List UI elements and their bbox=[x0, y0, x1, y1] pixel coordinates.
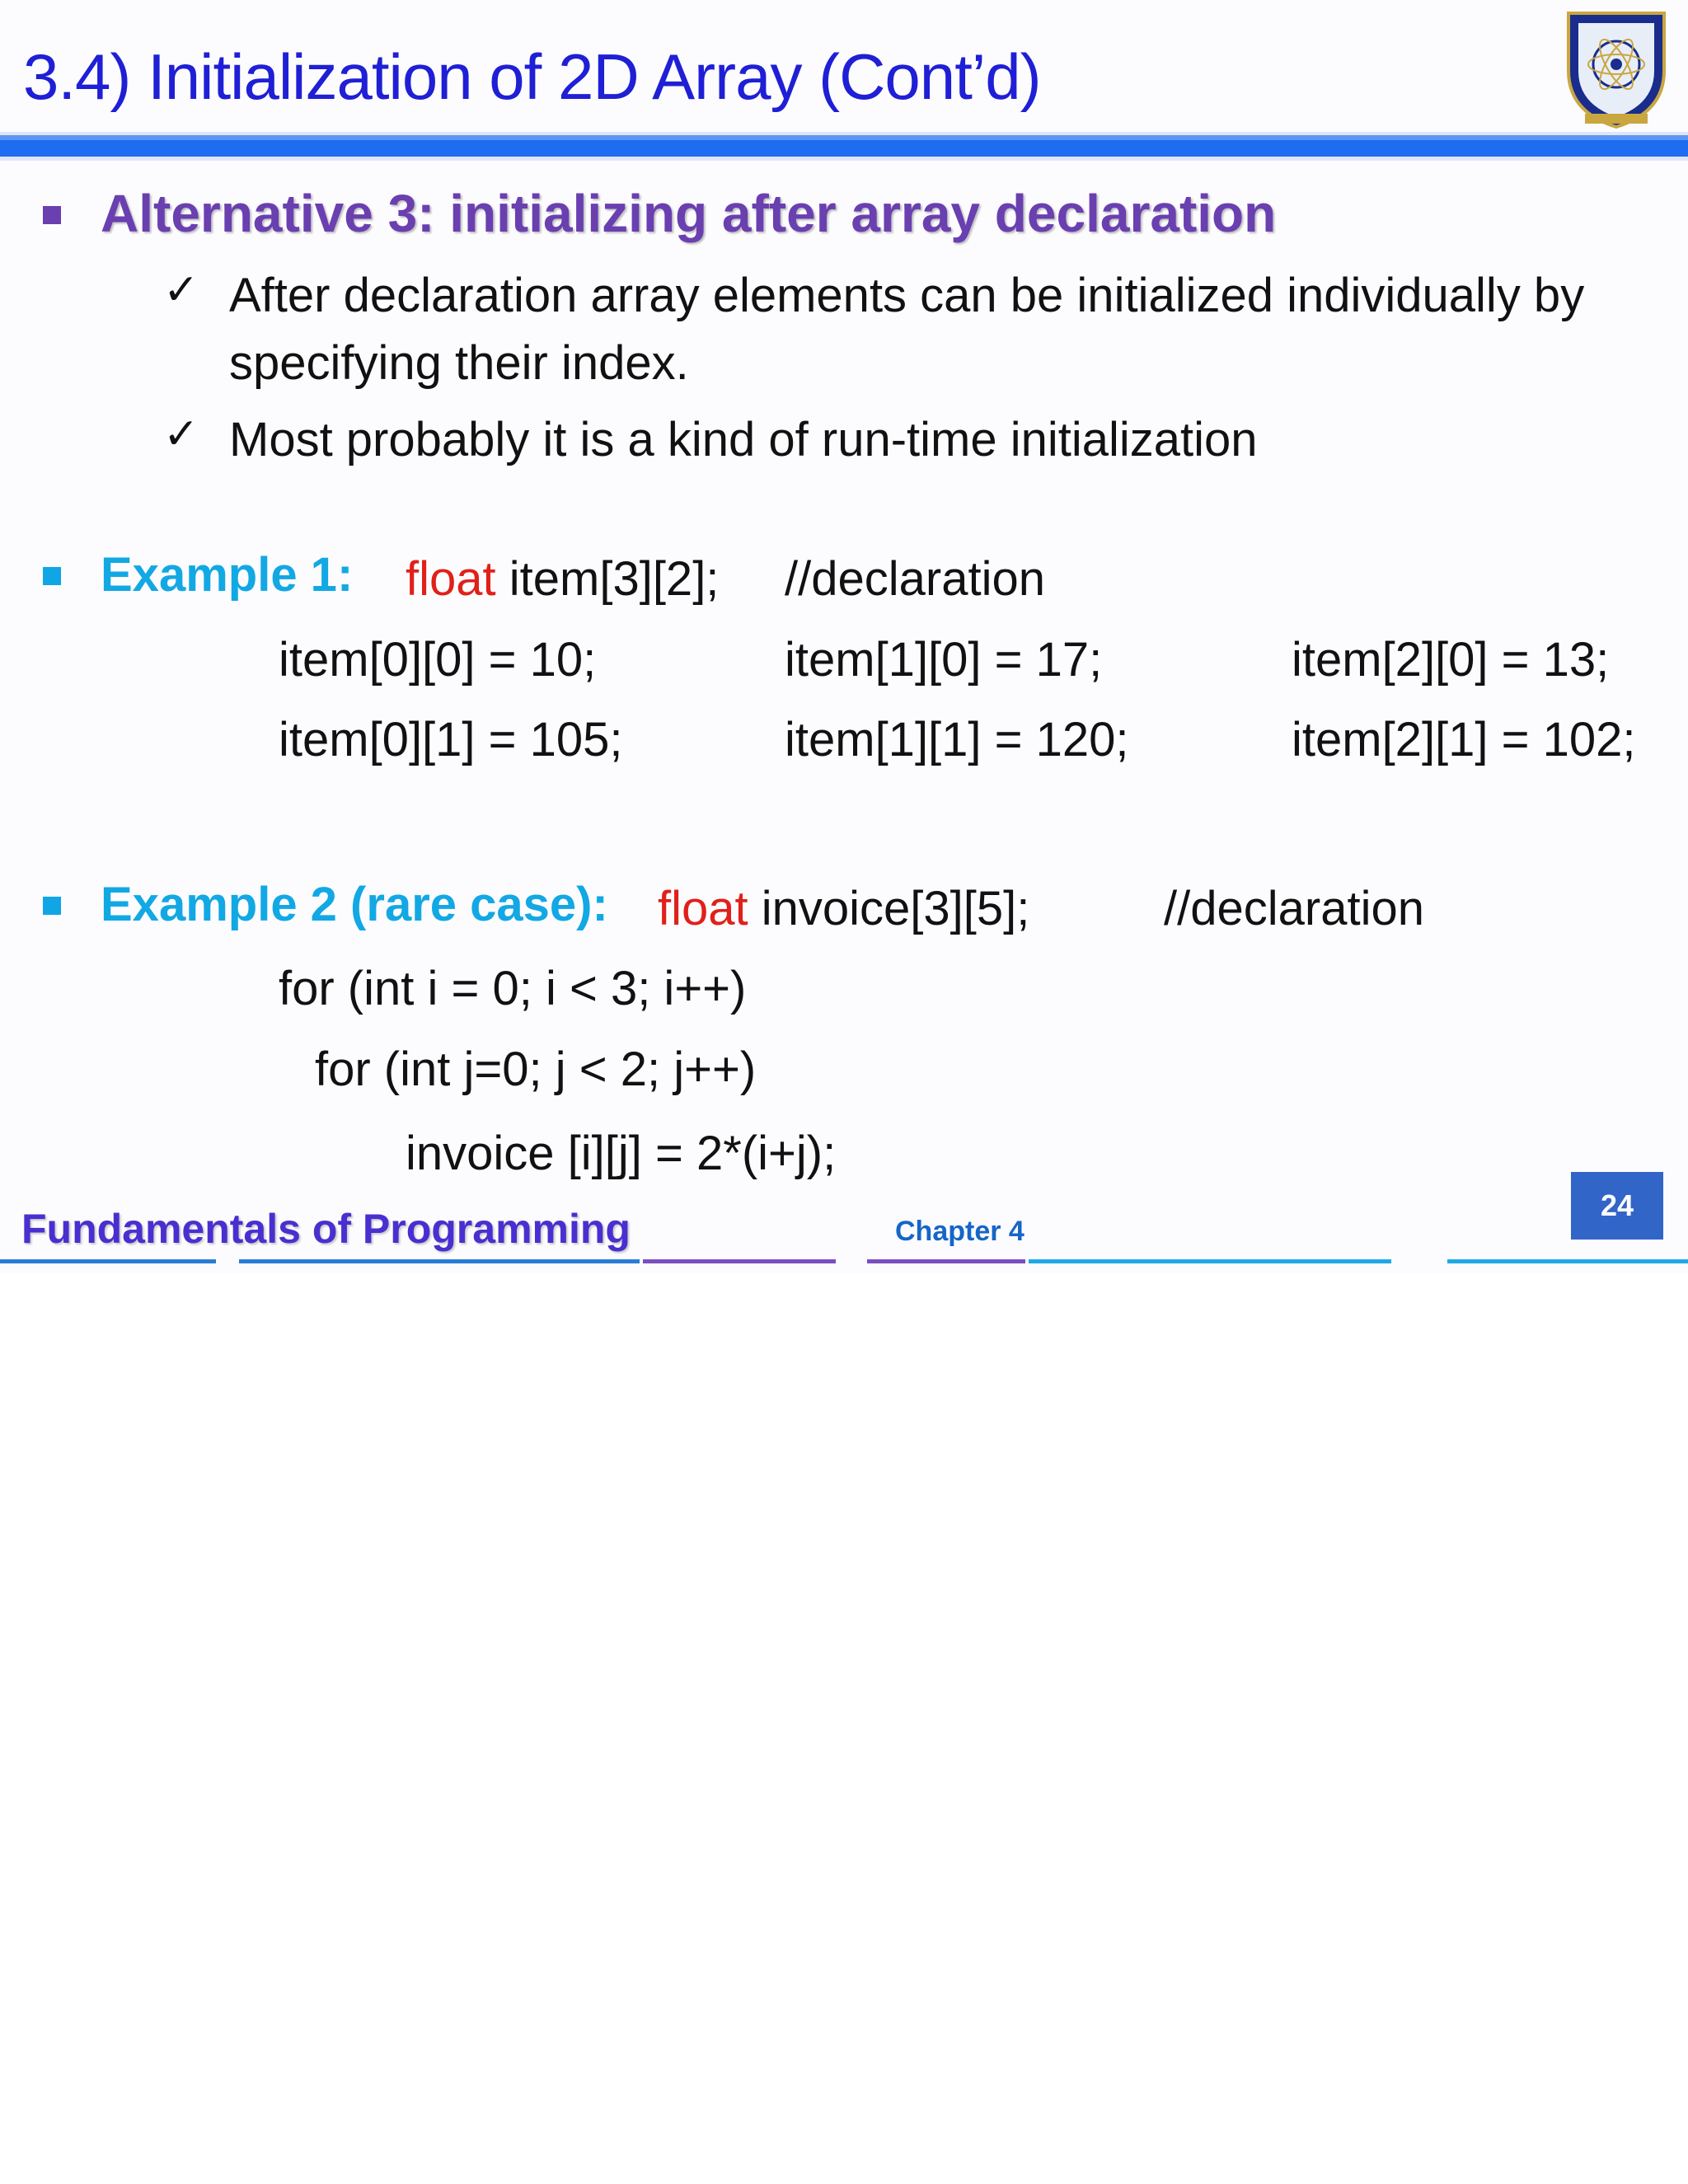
code-line: item[2][0] = 13; bbox=[1292, 633, 1610, 687]
code-line: item[0][1] = 105; bbox=[279, 713, 623, 766]
checkmark-icon: ✓ bbox=[163, 266, 199, 314]
example-2-comment: //declaration bbox=[1164, 882, 1424, 935]
slide-title: 3.4) Initialization of 2D Array (Cont’d) bbox=[23, 40, 1041, 113]
point-1: After declaration array elements can be initialized individually by specifying their index. bbox=[229, 269, 1585, 390]
code-line: item[1][0] = 17; bbox=[785, 633, 1103, 687]
square-bullet-icon bbox=[43, 567, 61, 585]
square-bullet-icon bbox=[43, 206, 61, 224]
example-1-comment: //declaration bbox=[785, 552, 1045, 606]
university-seal-icon bbox=[1560, 5, 1672, 130]
example-2-declaration bbox=[658, 881, 1029, 936]
keyword-float: float bbox=[658, 882, 748, 935]
page-number: 24 bbox=[1571, 1172, 1663, 1240]
footer-chapter: Chapter 4 bbox=[895, 1216, 1025, 1247]
example-1-label: Example 1: bbox=[101, 548, 354, 602]
code-line: item[1][1] = 120; bbox=[785, 713, 1129, 766]
example-1-declaration bbox=[406, 551, 719, 607]
declaration-code: invoice[3][5]; bbox=[761, 882, 1030, 935]
declaration-code: item[3][2]; bbox=[509, 552, 720, 606]
square-bullet-icon bbox=[43, 897, 61, 915]
code-line: for (int j=0; j < 2; j++) bbox=[315, 1043, 757, 1096]
code-line: item[0][0] = 10; bbox=[279, 633, 597, 687]
point-2: Most probably it is a kind of run-time initialization bbox=[229, 413, 1258, 466]
code-line: for (int i = 0; i < 3; i++) bbox=[279, 962, 747, 1015]
code-line: item[2][1] = 102; bbox=[1292, 713, 1636, 766]
checkmark-icon: ✓ bbox=[163, 410, 199, 458]
code-line: invoice [i][j] = 2*(i+j); bbox=[406, 1127, 837, 1180]
section-heading: Alternative 3: initializing after array declaration bbox=[101, 184, 1277, 243]
header-bar bbox=[0, 132, 1688, 161]
keyword-float: float bbox=[406, 552, 496, 606]
footer-rule bbox=[0, 1257, 1688, 1267]
example-2-label: Example 2 (rare case): bbox=[101, 878, 608, 931]
footer-course: Fundamentals of Programming bbox=[21, 1206, 631, 1252]
